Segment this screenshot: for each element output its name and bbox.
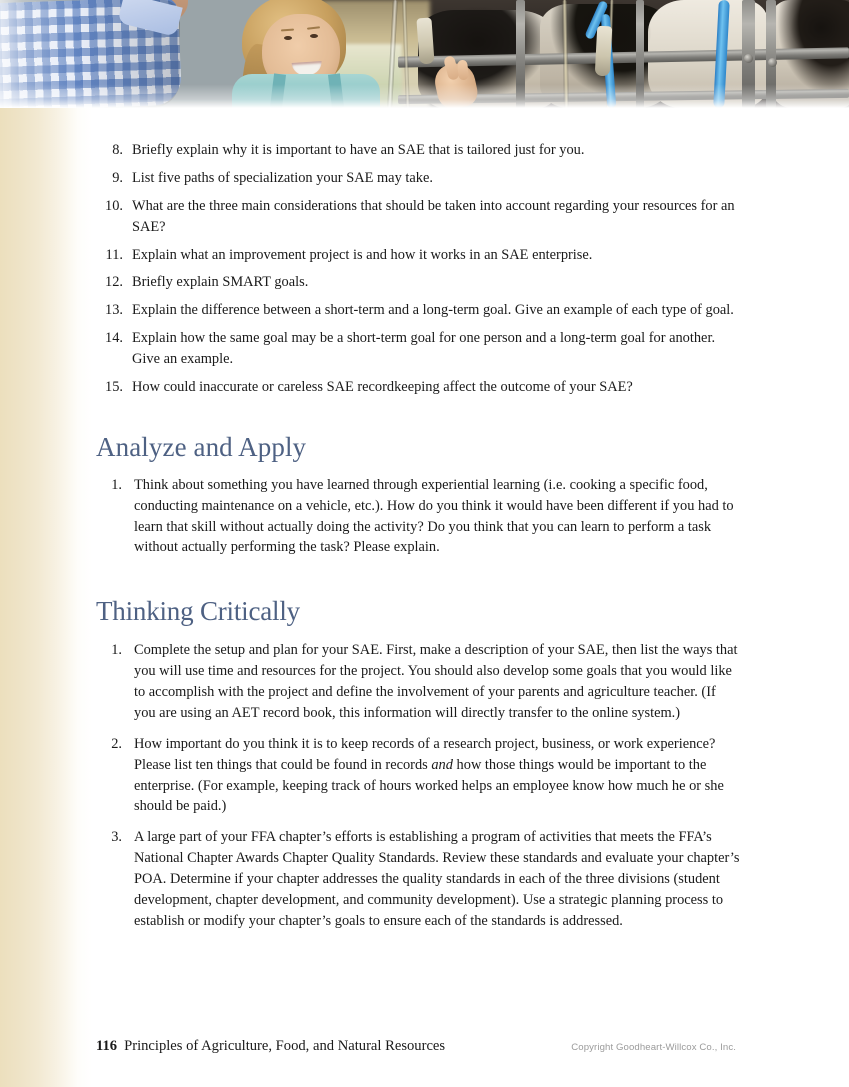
copyright-notice: Copyright Goodheart-Willcox Co., Inc. <box>571 1042 736 1053</box>
section-heading-analyze-and-apply: Analyze and Apply <box>96 431 307 462</box>
list-item-number: 9. <box>112 169 123 186</box>
list-item <box>96 475 740 559</box>
list-item-number: 8. <box>112 142 123 158</box>
list-item-number: 13. <box>105 302 123 319</box>
list-item-number: 10. <box>105 197 123 214</box>
list-item-text: Briefly explain why it is important to have an SAE that is tailored just for you. <box>132 142 585 158</box>
list-item-text: What are the three main considerations that should be taken into account regarding your resources for an SAE? <box>132 197 735 235</box>
list-item <box>96 168 740 189</box>
list-item-text: Think about something you have learned through experiential learning (i.e. cooking a specific food, conducting maintenance on a vehicle, etc.). How do you think it would have been different if you had to learn that skill without actually doing the activity? Do you think that you can learn to perform a task without actually performing the task? Please explain. <box>134 476 734 556</box>
list-item-number: 1. <box>111 642 122 659</box>
list-item <box>96 734 740 818</box>
list-item-text <box>134 734 740 818</box>
list-item <box>96 640 740 724</box>
review-questions-list <box>96 140 740 398</box>
list-item <box>96 196 740 238</box>
list-item <box>96 272 740 293</box>
list-item-text: A large part of your FFA chapter’s efforts is establishing a program of activities that meets the FFA’s National Chapter Awards Chapter Quality Standards. Review these standards and evaluate your chapter’s POA. Determine if your chapter addresses the quality standards in each of the three divisions (student development, chapter development, and community development). Use a strategic planning process to establish or modify your chapter’s goals to ensure each of the standards is addressed. <box>134 829 740 929</box>
list-item-number: 1. <box>111 476 122 493</box>
list-item-number: 11. <box>105 246 123 263</box>
thinking-critically-list <box>96 640 740 931</box>
list-item-number: 3. <box>111 829 122 846</box>
list-item <box>96 300 740 321</box>
list-item-number: 12. <box>105 274 123 291</box>
list-item-text: Briefly explain SMART goals. <box>132 274 309 291</box>
page-content <box>96 140 740 942</box>
list-item <box>96 328 740 370</box>
book-title: Principles of Agriculture, Food, and Natural Resources <box>124 1038 446 1054</box>
section-heading-thinking-critically: Thinking Critically <box>96 596 300 627</box>
page-footer <box>96 1038 740 1062</box>
emphasized-word: and <box>431 756 453 773</box>
text-segment-after-emphasis: how those things would be important to the enterprise. (For example, keeping track of hours worked helps an employee know how much he or she should be paid.) <box>134 756 724 815</box>
list-item <box>96 827 740 931</box>
list-item-number: 15. <box>105 378 123 395</box>
list-item-text: List five paths of specialization your SAE may take. <box>132 169 433 186</box>
list-item-text: Explain the difference between a short-term and a long-term goal. Give an example of each type of goal. <box>132 302 734 319</box>
list-item-text: Explain how the same goal may be a short-term goal for one person and a long-term goal for another. Give an example. <box>132 330 716 367</box>
list-item-text: How could inaccurate or careless SAE recordkeeping affect the outcome of your SAE? <box>132 378 633 395</box>
list-item-text: Explain what an improvement project is and how it works in an SAE enterprise. <box>132 246 593 263</box>
list-item-text: Complete the setup and plan for your SAE. First, make a description of your SAE, then list the ways that you will use time and resources for the project. You should also develop some goals that you would like to accomplish with the project and define the involvement of your parents and agriculture teacher. (If you are using an AET record book, this information will directly transfer to the online system.) <box>134 642 738 721</box>
page-number: 116 <box>96 1038 118 1054</box>
list-item <box>96 377 740 398</box>
analyze-and-apply-list <box>96 475 740 559</box>
list-item <box>96 140 740 161</box>
list-item-number: 2. <box>111 735 122 752</box>
list-item <box>96 245 740 266</box>
footer-left-group <box>96 1038 445 1055</box>
text-segment-before-emphasis: How important do you think it is to keep records of a research project, business, or work experience? Please list ten things that could be found in records <box>134 735 716 773</box>
list-item-number: 14. <box>105 330 123 347</box>
